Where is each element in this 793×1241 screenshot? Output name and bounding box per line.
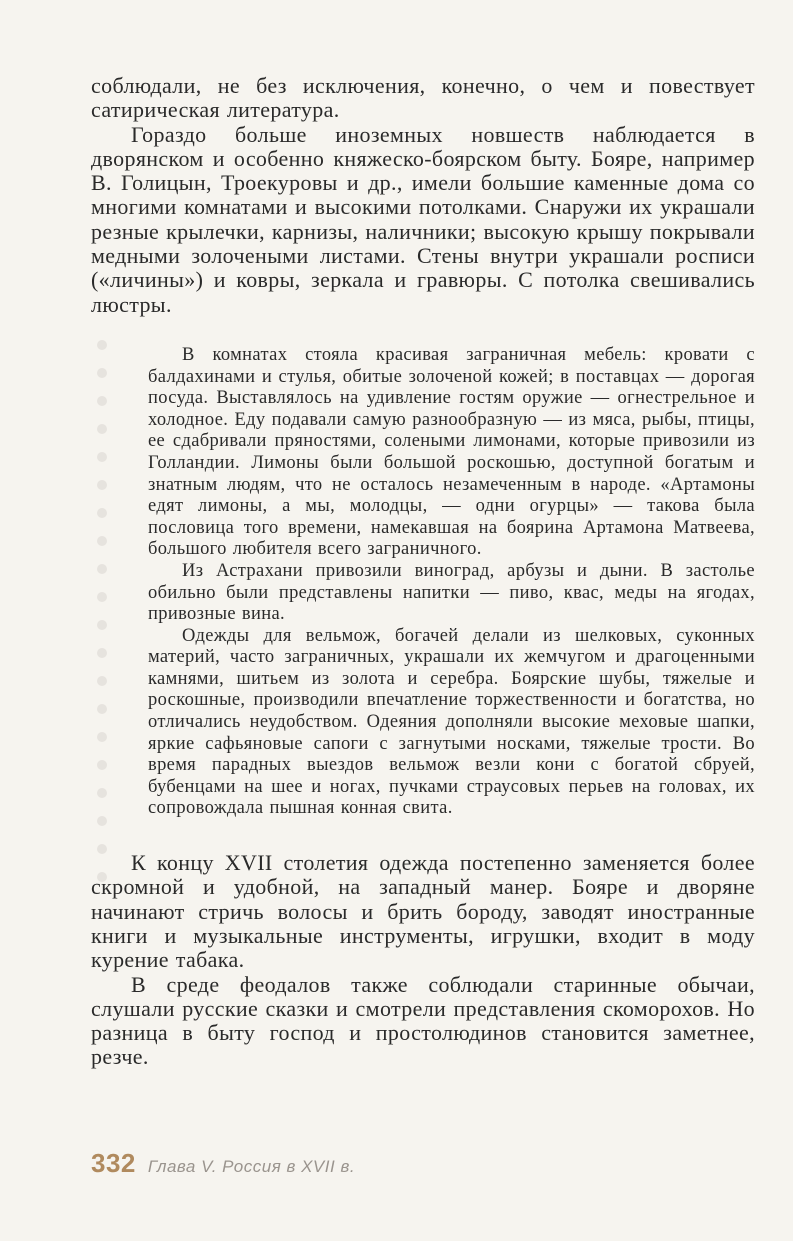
- paragraph: соблюдали, не без исключения, конечно, о чем и повествует сатирическая литература.: [91, 73, 755, 123]
- page-number: 332: [91, 1148, 136, 1178]
- paragraph: Гораздо больше иноземных новшеств наблюдается в дворянском и особенно княжеско-боярском быту. Бояре, например В. Голицын, Троекуровы и др., имели большие каменные дома со многими комнатами и высокими потолками. Снаружи их украшали резные крылечки, карнизы, наличники; высокую крышу покрывали медными золочеными листами. Стены внутри украшали росписи («личины») и ковры, зеркала и гравюры. С потолка свешивались люстры.: [91, 121, 755, 317]
- paragraph: В среде феодалов также соблюдали старинные обычаи, слушали русские сказки и смотрели представления скоморохов. Но разница в быту господ и простолюдинов становится заметнее, резче.: [91, 971, 755, 1070]
- main-text: [91, 74, 755, 317]
- inset-paragraph: Одежды для вельмож, богачей делали из шелковых, суконных материй, часто заграничных, украшали их жемчугом и драгоценными камнями, шитьем из золота и серебра. Боярские шубы, тяжелые и роскошные, производили впечатление торжественности и богатства, но отличались неудобством. Одеяния дополняли высокие меховые шапки, яркие сафьяновые сапоги с загнутыми носками, тяжелые трости. Во время парадных выездов вельмож везли кони с богатой сбруей, бубенцами на шее и ногах, пучками страусовых перьев на головах, их сопровождала пышная конная свита.: [148, 625, 755, 819]
- page-body: [91, 74, 755, 1070]
- inset-paragraph: Из Астрахани привозили виноград, арбузы и дыни. В застолье обильно были представлены напитки — пиво, квас, меды на ягодах, привозные вина.: [148, 560, 755, 625]
- paragraph: К концу XVII столетия одежда постепенно заменяется более скромной и удобной, на западный манер. Бояре и дворяне начинают стричь волосы и брить бороду, заводят иностранные книги и музыкальные инструменты, игрушки, входит в моду курение табака.: [91, 850, 755, 973]
- main-text-continued: [91, 851, 755, 1070]
- inset-paragraph: В комнатах стояла красивая заграничная мебель: кровати с балдахинами и стулья, обитые золоченой кожей; в поставцах — дорогая посуда. Выставлялось на удивление гостям оружие — огнестрельное и холодное. Еду подавали самую разнообразную — из мяса, рыбы, птицы, ее сдабривали пряностями, солеными лимонами, которые привозили из Голландии. Лимоны были большой роскошью, доступной богатым и знатным людям, что не осталось незамеченным в народе. «Артамоны едят лимоны, а мы, молодцы, — одни огурцы» — такова была пословица того времени, намекавшая на боярина Артамона Матвеева, большого любителя всего заграничного.: [148, 344, 755, 560]
- inset-text-block: [148, 345, 755, 820]
- page-footer: [91, 1148, 355, 1179]
- running-head: Глава V. Россия в XVII в.: [147, 1157, 356, 1176]
